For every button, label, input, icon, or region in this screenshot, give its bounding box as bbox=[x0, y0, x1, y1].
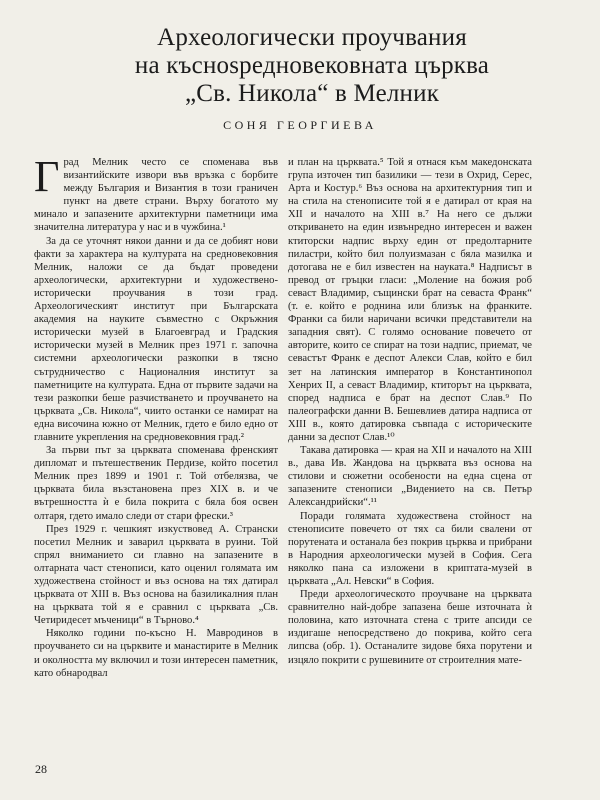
author-name: СОНЯ ГЕОРГИЕВА bbox=[223, 118, 377, 132]
drop-cap: Г bbox=[34, 152, 60, 201]
page-number: 28 bbox=[35, 762, 47, 776]
right-paragraph-4: Преди археологическото проучване на църквата сравнително най-добре запазена беше източната ѝ половина, като източната стена с трите апсиди се издигаше непосредствено до покрива, който сега липсва (обр. 1). Останалите зидове бяха порутени и изцяло покрити с рушевините от строителния мате- bbox=[288, 589, 532, 666]
left-paragraph-4: През 1929 г. чешкият изкуствовед А. Странски посетил Мелник и заварил църквата в руини. Той спрял вниманието си главно на запазените в олтарната част стенописи, като оценил голямата им художествена стойност и въз основа на тях датирал църквата от XIII в. Въз основа на базиликалния план на църквата той я е сравнил с църквата „Св. Четиридесет мъченици“ в Търново.⁴ bbox=[34, 523, 278, 627]
left-paragraph-1-text: рад Мелник често се споменава във византийските извори във връзка с борбите между България и Византия в този граничен пункт на двете страни. Върху богатото му минало и запазените архитектурни паметници има значителна литература у нас и в чужбина.¹ bbox=[34, 157, 278, 234]
right-paragraph-1: и план на църквата.⁵ Той я отнася към македонската група източен тип базилики — тези в Охрид, Серес, Арта и Костур.⁶ Въз основа на архитектурния тип и на стила на стенописите той я е датирал от края на XII и началото на XIII в.⁷ На него се дължи откриването на един извънредно интересен и важен ктиторски надпис върху един от предолтарните пиластри, който бил полуизмазан с бяла мазилка и дотогава не е бил известен на науката.⁸ Надписът в превод от гръцки гласи: „Моление на божия роб севаст Владимир, същински брат на севаста Франк“ (т. е. който е роднина или близък на франките. Франки са били наричани всички представители на западния свят). С голямо основание повечето от авторите, които се спират на този надпис, приемат, че севастът Франк е деспот Алекси Слав, който е бил зет на латинския император в Константинопол Хенрих II, а севаст Владимир, ктиторът на църквата, според надписа е брат на деспот Слав.⁹ По палеографски данни В. Бешевлиев датира надписа от XIII в., която датировка съвпада с историческите данни за деспот Слав.¹⁰ bbox=[288, 157, 532, 443]
right-paragraph-2: Такава датировка — края на XII и началото на XIII в., дава Ив. Жандова на църквата въз основа на стилови и сюжетни особености на една сцена от запазените стенописи „Видението на св. Петър Александрийски“.¹¹ bbox=[288, 445, 532, 509]
title-line-1: Археологически проучвания bbox=[157, 24, 467, 51]
title-line-2: на къснosредновековната църква bbox=[134, 52, 490, 79]
left-paragraph-5: Няколко години по-късно Н. Мавродинов в проучването си на църквите и манастирите в Мелник и околността му включил и този интересен паметник, като обнародвал bbox=[34, 628, 278, 679]
left-column bbox=[34, 152, 278, 680]
right-column bbox=[288, 156, 532, 667]
article-title bbox=[112, 24, 512, 108]
left-paragraph-1 bbox=[34, 152, 278, 235]
left-paragraph-3: За първи път за църквата споменава френският дипломат и пътешественик Пердизе, който посетил Мелник през 1899 и 1901 г. Той отбелязва, че църквата била възстановена през XIX в. и че вътрешността ѝ е била покрита с бяла боя освен олтаря, гдето имало следи от стари фрески.³ bbox=[34, 445, 278, 522]
left-paragraph-2: За да се уточнят някои данни и да се добият нови факти за характера на културата на средновековния Мелник, наложи се да бъдат проведени археологически, архитектурни и художествено-исторически проучвания в този град. Археологическият институт при Българската академия на науките съвместно с Окръжния исторически музей в Благоевград и Градския исторически музей в Мелник през 1971 г. започна системни археологически разкопки в тясно сътрудничество с Националния институт за паметниците на културата. Една от първите задачи на тези разкопки беше разчистването и проучването на църквата „Св. Никола“, чиито останки се намират на една височина южно от Мелник, гдето е било едно от главните укрепления на средновековния град.² bbox=[34, 235, 278, 443]
right-paragraph-3: Поради голямата художествена стойност на стенописите повечето от тях са били свалени от порутената и останала без покрив църква и прибрани в Народния археологически музей в София. Сега няколко пана са изложени в криптата-музей в църквата „Ал. Невски“ в София. bbox=[288, 510, 532, 587]
title-line-3: „Св. Никола“ в Мелник bbox=[184, 80, 440, 107]
